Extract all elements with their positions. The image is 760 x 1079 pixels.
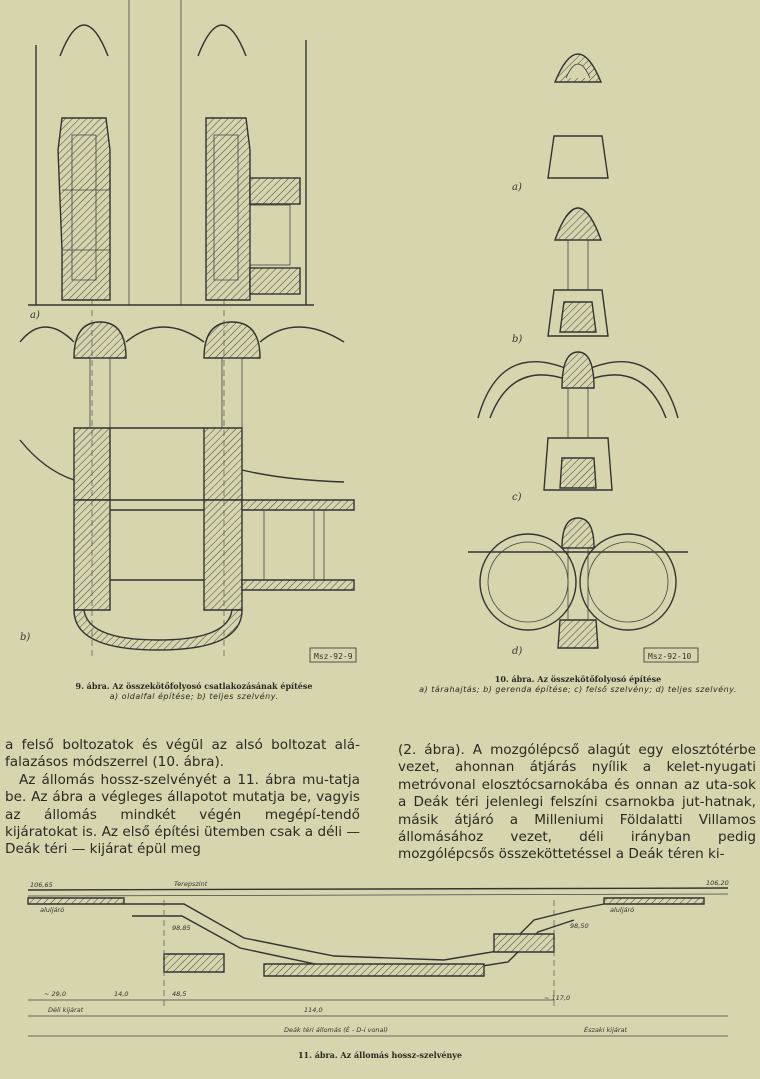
figure-9a-label: a) <box>30 310 40 321</box>
figure-10d-full-section <box>468 518 688 648</box>
elevation-mid-right: 98,50 <box>570 922 589 930</box>
figure-11-drawing <box>14 876 744 1046</box>
eszaki-kijarat-label: Északi kijárat <box>584 1026 628 1034</box>
aluljaro-left-label: aluljáró <box>40 906 65 914</box>
figure-10d-label: d) <box>512 646 523 657</box>
figure-10-tag: Msz-92-10 <box>648 652 692 661</box>
left-paragraph-2: Az állomás hossz-szelvényét a 11. ábra mu-tatja be. Az ábra a végleges állapotot mutatja be, vagyis az állomás mindkét végén megépí-tendő kijáratokat is. Az első építési ütemben csak a déli — Deák téri — kijárat épül meg <box>5 771 360 858</box>
figure-11-caption <box>200 1050 560 1061</box>
figure-9a-side-wall <box>28 0 314 305</box>
figure-10-caption <box>398 674 758 695</box>
dimension-right: ~ 117,0 <box>544 994 571 1002</box>
right-paragraph-1: (2. ábra). A mozgólépcső alagút egy elosztótérbe vezet, ahonnan átjárás nyílik a kelet-nyugati metróvonal elosztócsarnokába és onnan az uta-sok a Deák téri jelenlegi felszíni csarnokba jut-hatnak, másik átjáró a Milleniumi Földalatti Villamos állomásához vezet, déli irányban pedig mozgólépcsős összeköttetéssel a Deák téren ki- <box>398 742 756 863</box>
figure-10-caption-sub: a) tárahajtás; b) gerenda építése; c) felső szelvény; d) teljes szelvény. <box>419 685 737 694</box>
figure-9-caption-title: 9. ábra. Az összekötőfolyosó csatlakozásának építése <box>75 681 313 691</box>
dimension-2: 14,0 <box>114 990 129 998</box>
figure-10b-label: b) <box>512 334 523 345</box>
text-column-right <box>398 742 756 864</box>
figure-10c-label: c) <box>512 492 522 503</box>
deli-kijarat-label: Déli kijárat <box>48 1006 84 1014</box>
elevation-mid-left: 98,85 <box>172 924 191 932</box>
left-paragraph-1: a felső boltozatok és végül az alsó boltozat alá-falazásos módszerrel (10. ábra). <box>5 737 360 771</box>
figure-10c-upper-section <box>478 352 678 490</box>
figure-11-caption-title: 11. ábra. Az állomás hossz-szelvénye <box>297 1050 462 1060</box>
dimension-total: 114,0 <box>304 1006 323 1014</box>
dimension-1: ~ 29,0 <box>44 990 66 998</box>
elevation-left: 106,65 <box>30 881 53 889</box>
figure-9-caption-sub: a) oldalfal építése; b) teljes szelvény. <box>109 692 279 701</box>
figure-9-drawing <box>14 0 374 672</box>
text-column-left <box>5 737 360 859</box>
figure-9-tag: Msz-92-9 <box>314 652 353 661</box>
figure-9-caption <box>14 681 374 702</box>
figure-10-caption-title: 10. ábra. Az összekötőfolyosó építése <box>494 674 662 684</box>
figure-10b-beam <box>548 208 608 336</box>
dimension-3: 48,5 <box>172 990 187 998</box>
figure-9b-full-section <box>20 300 354 660</box>
figure-10-drawing <box>460 40 725 670</box>
figure-9b-label: b) <box>20 632 31 643</box>
station-label: Deák téri állomás (É - D-i vonal) <box>284 1026 388 1034</box>
figure-10a-label: a) <box>512 182 522 193</box>
elevation-right: 106,20 <box>706 879 729 887</box>
terepszint-label: Terepszint <box>174 880 208 888</box>
aluljaro-right-label: aluljáró <box>610 906 635 914</box>
figure-10a-drift <box>548 54 608 178</box>
